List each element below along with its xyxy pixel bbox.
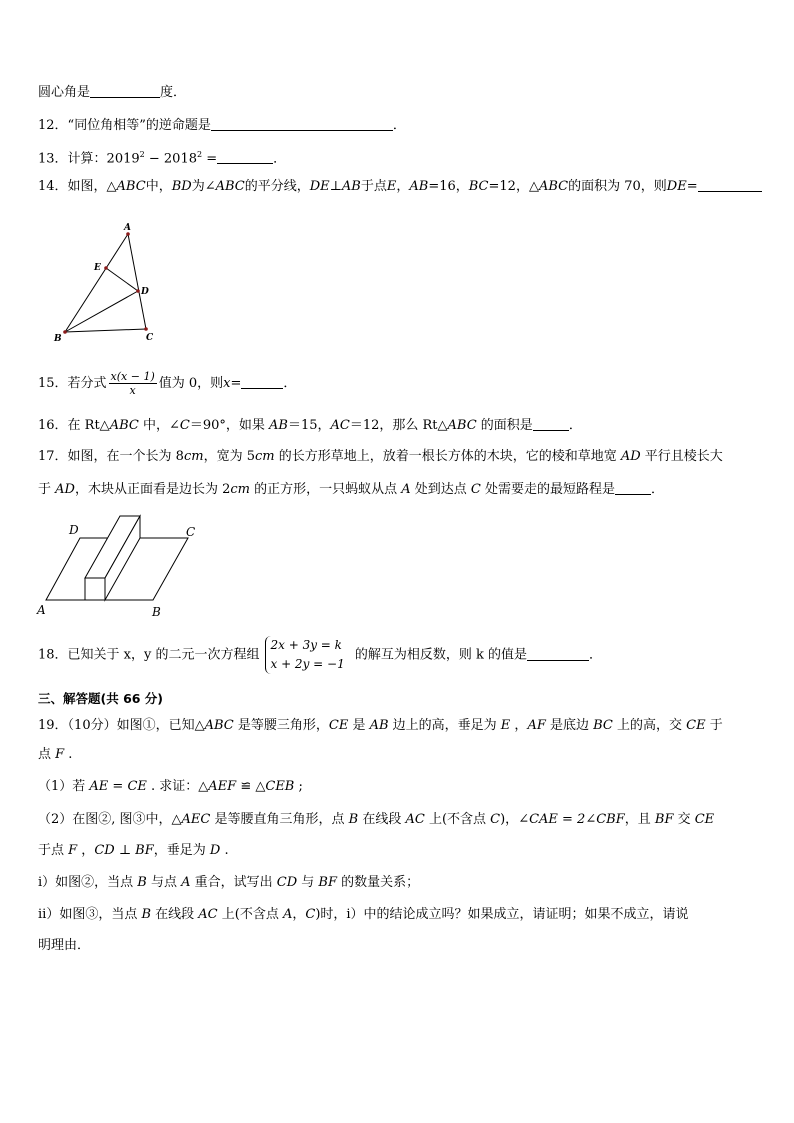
question-15 (38, 370, 296, 397)
math: △AEC (171, 812, 211, 827)
text: ，木块从正面看是边长为 2 (74, 482, 231, 497)
math: DE⊥AB (309, 179, 361, 194)
section-3-heading: 三、解答题(共 66 分) (38, 691, 164, 706)
text: 是等腰三角形， (233, 718, 329, 733)
label-b: B (54, 334, 62, 344)
label-a: A (124, 223, 131, 233)
math: AE = CE (89, 779, 147, 794)
text: ， (510, 718, 528, 733)
text: ． (283, 376, 297, 391)
math: x (223, 376, 231, 391)
text: 交 (673, 812, 695, 827)
text: . (220, 843, 229, 858)
math: ≌ (236, 779, 256, 794)
answer-blank[interactable] (533, 416, 569, 431)
text: 值为 0，则 (158, 376, 224, 391)
text: = (230, 376, 242, 391)
math: E (500, 718, 511, 733)
text: 于点 (360, 179, 387, 194)
figure-14-triangle (48, 220, 168, 345)
math: △ABC (528, 179, 569, 194)
text: ＝90°，如果 (189, 418, 269, 433)
unit: cm (254, 449, 275, 464)
question-19-part-1 (38, 778, 303, 796)
math: BC (468, 179, 489, 194)
answer-blank[interactable] (90, 83, 160, 98)
text: 的解互为相反数，则 k 的值是 (350, 647, 528, 663)
label-a: A (37, 603, 46, 617)
text: 重合，试写出 (190, 875, 277, 890)
text: )时，ⅰ）中的结论成立吗？如果成立，请证明；如果不成立，请说 (315, 907, 689, 922)
text: ＝15， (287, 418, 331, 433)
math: D (209, 843, 221, 858)
op: − (144, 151, 164, 167)
text: ． (392, 118, 406, 133)
question-12 (38, 116, 406, 135)
math: AC (330, 418, 350, 433)
numerator: x(x − 1) (110, 370, 155, 383)
label-e: E (94, 263, 101, 273)
text: 中， (145, 179, 172, 194)
text: = (686, 179, 698, 194)
text: 19．（10分）如图①，已知 (38, 718, 195, 733)
math: △ABC (194, 718, 234, 733)
text: ． (273, 151, 287, 167)
text: 12．“同位角相等”的逆命题是 (38, 118, 211, 133)
math: BF (318, 875, 337, 890)
text: ． (568, 418, 582, 433)
label-d: D (141, 287, 149, 297)
text: 处到达点 (410, 482, 471, 497)
text: 的长方形草地上，放着一根长方体的木块，它的棱和草地宽 (274, 449, 621, 464)
answer-blank[interactable] (527, 646, 589, 661)
text: 度． (160, 85, 187, 100)
op: = (202, 151, 218, 167)
math: A (181, 875, 191, 890)
question-16 (38, 416, 582, 435)
text: ; (294, 779, 303, 794)
text: 在线段 (151, 907, 199, 922)
text: （1）若 (38, 779, 90, 794)
answer-blank[interactable] (217, 149, 273, 164)
exp: 2 (197, 150, 203, 159)
unit: cm (230, 482, 250, 497)
text: 的面积是 (476, 418, 533, 433)
figure-17-lawn-block (34, 512, 206, 620)
label-d: D (69, 523, 79, 537)
text: 的面积为 70，则 (568, 179, 667, 194)
text: ，垂足为 (153, 843, 210, 858)
text: 圆心角是 (38, 85, 91, 100)
question-17-line-2 (38, 480, 664, 499)
text: . (64, 747, 73, 762)
unit: cm (183, 449, 204, 464)
math: E (386, 179, 397, 194)
answer-blank[interactable] (211, 116, 393, 131)
math: CE (694, 812, 715, 827)
text: ⅱ）如图③，当点 (38, 907, 142, 922)
question-14 (38, 177, 762, 196)
point-b (63, 330, 67, 334)
text: 上的高，交 (612, 718, 687, 733)
math: C (470, 482, 481, 497)
text: 平行且棱长大 (640, 449, 723, 464)
math: F (68, 843, 78, 858)
text: ⅰ）如图②，当点 (38, 875, 138, 890)
text: ，且 (624, 812, 655, 827)
math: BC (593, 718, 613, 733)
text: 15．若分式 (38, 376, 107, 391)
math: C (179, 418, 190, 433)
text: ， (77, 843, 95, 858)
math: AC (405, 812, 425, 827)
math: A (401, 482, 411, 497)
math: BF (654, 812, 674, 827)
text: 上(不含点 (424, 812, 491, 827)
text: ， (396, 179, 410, 194)
math: △CEB (255, 779, 295, 794)
segment-bd (65, 291, 138, 332)
math: CD (276, 875, 298, 890)
math: △ABC (106, 179, 146, 194)
answer-blank[interactable] (241, 374, 283, 389)
math: AF (527, 718, 546, 733)
math: AD (620, 449, 641, 464)
math: B (141, 907, 152, 922)
math: AB (369, 718, 389, 733)
side-bc (65, 329, 146, 332)
math: F (55, 747, 65, 762)
segment-de (106, 268, 138, 291)
question-19-part-2-line-2 (38, 842, 229, 860)
text: 于 (38, 482, 56, 497)
fraction (109, 370, 157, 397)
text: 在线段 (358, 812, 406, 827)
line-central-angle (38, 83, 186, 102)
text: 是等腰直角三角形，点 (210, 812, 349, 827)
math: B (137, 875, 147, 890)
text: )， (500, 812, 519, 827)
math: BD (171, 179, 192, 194)
math: AB (409, 179, 429, 194)
text: 是底边 (545, 718, 594, 733)
math: A (282, 907, 293, 922)
math: C (305, 907, 316, 922)
question-19-sub-ii (38, 906, 689, 924)
question-18 (38, 636, 602, 676)
text: 为 (191, 179, 205, 194)
math: DE (666, 179, 687, 194)
math: B (348, 812, 359, 827)
text: 与点 (146, 875, 182, 890)
math: CD ⊥ BF (94, 843, 154, 858)
math: AB (269, 418, 288, 433)
text: 的数量关系； (337, 875, 420, 890)
text: 中，∠ (138, 418, 180, 433)
text: ． (589, 647, 603, 663)
text: 14．如图， (38, 179, 107, 194)
math: C (490, 812, 501, 827)
text: 17．如图，在一个长为 8 (38, 449, 184, 464)
text: 与 (297, 875, 319, 890)
point-c (144, 327, 148, 331)
text: =16， (428, 179, 469, 194)
answer-blank[interactable] (615, 480, 651, 495)
text: 的正方形，一只蚂蚁从点 (249, 482, 402, 497)
point-e (104, 266, 108, 270)
equation-2: x + 2y = −1 (270, 657, 345, 671)
question-19-line-1 (38, 717, 723, 735)
math: ABC (109, 418, 139, 433)
math: ∠ABC (204, 179, 245, 194)
text: （2）在图②, 图③中， (38, 812, 172, 827)
math: CE (328, 718, 349, 733)
text: 上(不含点 (217, 907, 283, 922)
equation-1: 2x + 3y = k (270, 638, 342, 652)
text: ． (650, 482, 664, 497)
text: 的平分线， (244, 179, 310, 194)
answer-blank[interactable] (698, 177, 762, 192)
math: AD (55, 482, 75, 497)
text: 处需要走的最短路程是 (480, 482, 615, 497)
num: 2018 (163, 151, 197, 167)
question-13 (38, 146, 286, 168)
text: ， (292, 907, 306, 922)
text: =12， (488, 179, 529, 194)
text: 18．已知关于 x，y 的二元一次方程组 (38, 647, 260, 663)
question-19-sub-ii-cont: 明理由． (38, 938, 91, 953)
label-c: C (186, 525, 196, 539)
exp: 2 (139, 150, 145, 159)
equation-system (265, 636, 344, 674)
point-d (136, 289, 140, 293)
text: . 求证： (146, 779, 199, 794)
label-b: B (152, 605, 161, 619)
text: 16．在 Rt△ (38, 418, 110, 433)
math: AC (198, 907, 218, 922)
math: ∠CAE = 2∠CBF (518, 812, 625, 827)
num: 2019 (106, 151, 140, 167)
label-c: C (146, 333, 154, 343)
text: 于点 (38, 843, 69, 858)
text: ＝12，那么 Rt△ (349, 418, 448, 433)
question-19-part-2-line-1 (38, 811, 714, 829)
text: 点 (38, 747, 56, 762)
text: ，宽为 5 (203, 449, 255, 464)
question-19-line-2 (38, 746, 72, 764)
math: △AEF (198, 779, 237, 794)
math: ABC (447, 418, 477, 433)
denominator: x (129, 384, 136, 397)
text: 于 (705, 718, 723, 733)
text: 13．计算： (38, 151, 107, 167)
question-17-line-1 (38, 448, 723, 466)
text: 是 (348, 718, 370, 733)
text: 边上的高，垂足为 (388, 718, 501, 733)
question-19-sub-i (38, 874, 419, 892)
side-ab (65, 234, 128, 332)
math: CE (686, 718, 706, 733)
block-front-face (85, 578, 105, 600)
side-ac (128, 234, 146, 329)
